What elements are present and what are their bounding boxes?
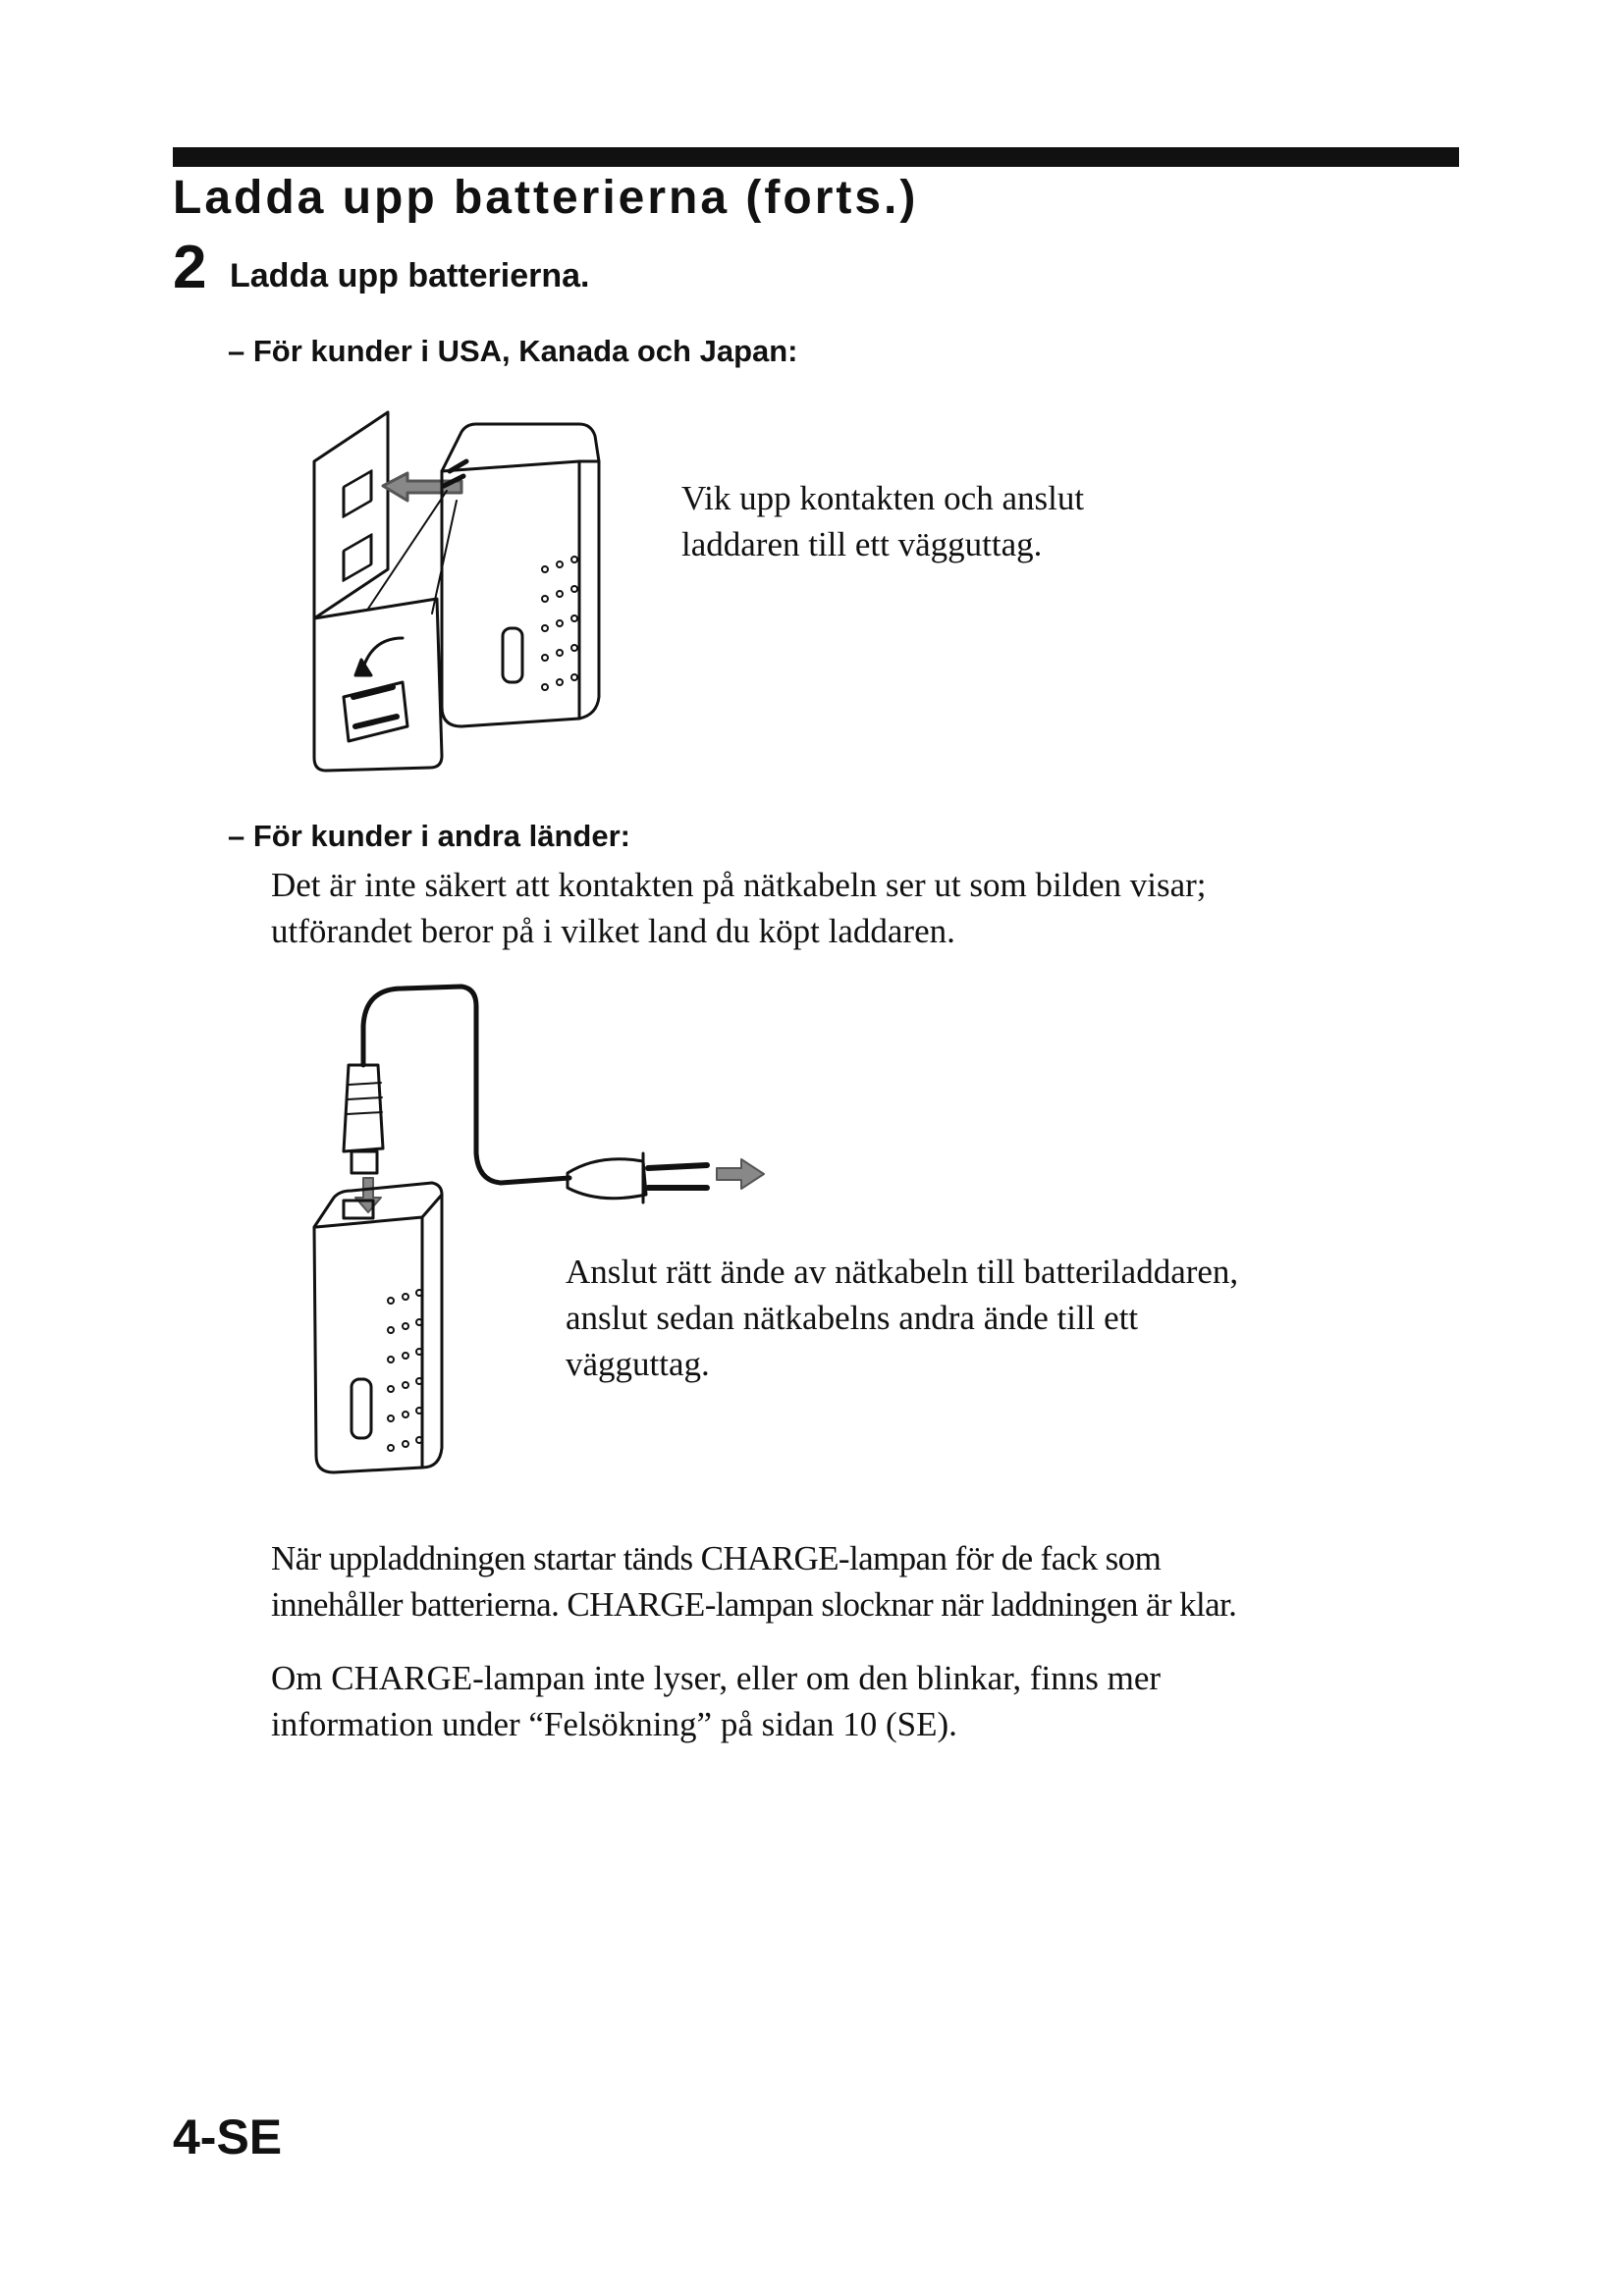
- charge-note-line-2: innehåller batterierna. CHARGE-lampan slocknar när laddningen är klar.: [271, 1585, 1237, 1624]
- other-caption-line-2: anslut sedan nätkabelns andra ände till ett: [566, 1299, 1139, 1337]
- charge-note-line-1: När uppladdningen startar tänds CHARGE-lampan för de fack som: [271, 1539, 1162, 1577]
- other-caption-line-3: vägguttag.: [566, 1345, 710, 1383]
- other-intro: [271, 862, 1207, 954]
- other-caption: [566, 1249, 1238, 1387]
- troubleshoot-note-line-1: Om CHARGE-lampan inte lyser, eller om den blinkar, finns mer: [271, 1659, 1162, 1697]
- other-heading: – För kunder i andra länder:: [228, 819, 630, 853]
- other-caption-line-1: Anslut rätt ände av nätkabeln till batteriladdaren,: [566, 1253, 1239, 1291]
- charger-wall-outlet-illustration: [295, 402, 619, 775]
- step-number: 2: [173, 234, 207, 301]
- page-title: Ladda upp batterierna (forts.): [173, 172, 919, 224]
- usa-heading: – För kunder i USA, Kanada och Japan:: [228, 334, 798, 368]
- charger-mains-cable-illustration: [304, 977, 785, 1497]
- troubleshoot-note-line-2: information under “Felsökning” på sidan 10 (SE).: [271, 1705, 957, 1743]
- section-rule: [173, 147, 1459, 167]
- step-title: Ladda upp batterierna.: [230, 257, 590, 294]
- troubleshoot-note: [271, 1655, 1161, 1747]
- usa-caption-line-2: laddaren till ett vägguttag.: [681, 525, 1043, 563]
- usa-caption: [681, 475, 1084, 567]
- charge-note: [271, 1535, 1236, 1628]
- page-number: 4-SE: [173, 2109, 283, 2164]
- other-intro-line-2: utförandet beror på i vilket land du köpt laddaren.: [271, 912, 955, 950]
- other-intro-line-1: Det är inte säkert att kontakten på nätkabeln ser ut som bilden visar;: [271, 866, 1207, 904]
- usa-caption-line-1: Vik upp kontakten och anslut: [681, 479, 1085, 517]
